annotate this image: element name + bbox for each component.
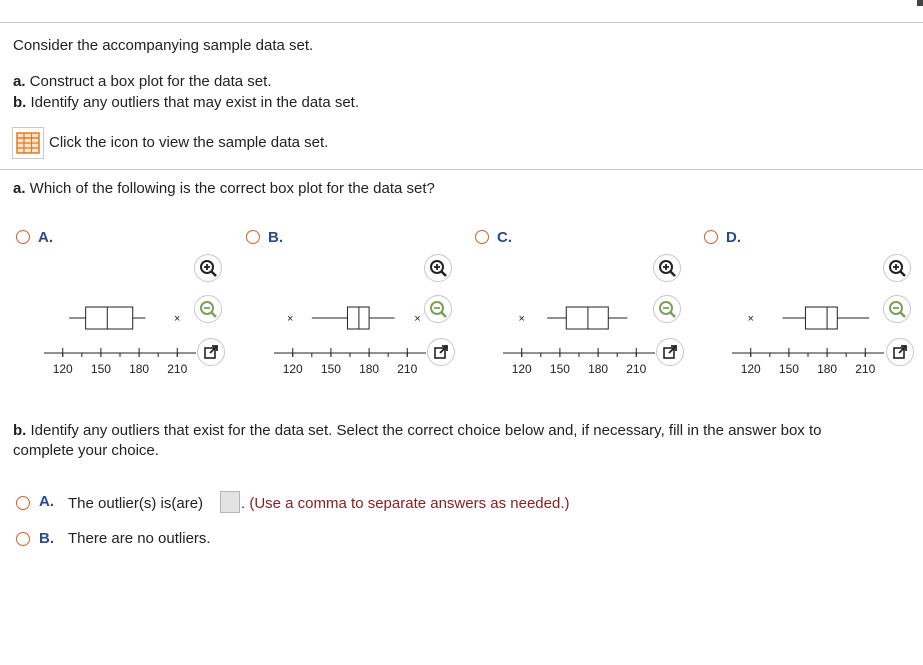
tick-label: 210 (397, 362, 418, 376)
external-link-icon (201, 342, 221, 362)
question-b-continued: complete your choice. (13, 442, 159, 459)
tick-label: 180 (359, 362, 380, 376)
zoom-out-icon (887, 299, 907, 319)
tick-label: 180 (817, 362, 838, 376)
zoom-out-button-d[interactable] (883, 295, 911, 323)
top-divider (0, 22, 923, 23)
intro-part-a: a. Construct a box plot for the data set. (13, 73, 272, 90)
zoom-in-icon (887, 258, 907, 278)
tick-label: 150 (778, 362, 799, 376)
popout-button-d[interactable] (886, 338, 914, 366)
zoom-in-icon (657, 258, 677, 278)
question-b: b. Identify any outliers that exist for the data set. Select the correct choice below and, if necessary, fill in the answer box to (13, 422, 822, 439)
option-b-label: B. (268, 229, 283, 246)
box (566, 307, 608, 329)
choice-a-text: The outlier(s) is(are) (68, 495, 204, 512)
boxplot-a (40, 290, 200, 380)
box (86, 307, 133, 329)
outlier-mark: × (747, 313, 754, 325)
box (805, 307, 837, 329)
boxplot-b (270, 290, 430, 380)
boxplot-c (499, 290, 659, 380)
zoom-in-icon (198, 258, 218, 278)
tick-label: 150 (320, 362, 341, 376)
option-a-label: A. (38, 229, 53, 246)
intro-line: Consider the accompanying sample data set. (13, 37, 314, 54)
tick-label: 210 (167, 362, 188, 376)
choice-a-label: A. (39, 493, 54, 510)
tick-label: 210 (626, 362, 647, 376)
tick-label: 120 (282, 362, 303, 376)
intro-part-b: b. Identify any outliers that may exist in the data set. (13, 94, 360, 111)
choice-b-text: There are no outliers. (68, 530, 211, 547)
boxplot-d (728, 290, 888, 380)
zoom-in-button-a[interactable] (194, 254, 222, 282)
outlier-mark: × (174, 313, 181, 325)
corner-mark (917, 0, 923, 6)
tick-label: 150 (549, 362, 570, 376)
zoom-out-button-a[interactable] (194, 295, 222, 323)
external-link-icon (431, 342, 451, 362)
zoom-out-icon (657, 299, 677, 319)
tick-label: 120 (52, 362, 73, 376)
choice-b-label: B. (39, 530, 54, 547)
option-c-label: C. (497, 229, 512, 246)
popout-button-c[interactable] (656, 338, 684, 366)
outlier-answer-input[interactable] (220, 491, 240, 513)
tick-label: 210 (855, 362, 876, 376)
zoom-out-button-b[interactable] (424, 295, 452, 323)
box (347, 307, 369, 329)
external-link-icon (890, 342, 910, 362)
outlier-mark: × (286, 313, 294, 325)
tick-label: 180 (129, 362, 150, 376)
zoom-in-button-b[interactable] (424, 254, 452, 282)
radio-option-d[interactable] (704, 230, 718, 244)
zoom-in-icon (428, 258, 448, 278)
tick-label: 180 (588, 362, 609, 376)
zoom-out-icon (428, 299, 448, 319)
popout-button-a[interactable] (197, 338, 225, 366)
question-a: a. Which of the following is the correct box plot for the data set? (13, 180, 435, 197)
zoom-in-button-c[interactable] (653, 254, 681, 282)
outlier-mark: × (518, 313, 525, 325)
popout-button-b[interactable] (427, 338, 455, 366)
zoom-in-button-d[interactable] (883, 254, 911, 282)
data-table-icon[interactable] (12, 127, 44, 159)
section-divider (0, 169, 923, 170)
option-d-label: D. (726, 229, 741, 246)
radio-choice-b[interactable] (16, 532, 30, 546)
external-link-icon (660, 342, 680, 362)
outlier-mark: × (414, 313, 421, 325)
radio-choice-a[interactable] (16, 496, 30, 510)
tick-label: 120 (511, 362, 532, 376)
radio-option-c[interactable] (475, 230, 489, 244)
zoom-out-button-c[interactable] (653, 295, 681, 323)
zoom-out-icon (198, 299, 218, 319)
radio-option-b[interactable] (246, 230, 260, 244)
answer-hint: . (Use a comma to separate answers as needed.) (241, 495, 570, 512)
tick-label: 120 (740, 362, 761, 376)
view-data-link-text: Click the icon to view the sample data set. (49, 134, 329, 151)
radio-option-a[interactable] (16, 230, 30, 244)
tick-label: 150 (90, 362, 111, 376)
